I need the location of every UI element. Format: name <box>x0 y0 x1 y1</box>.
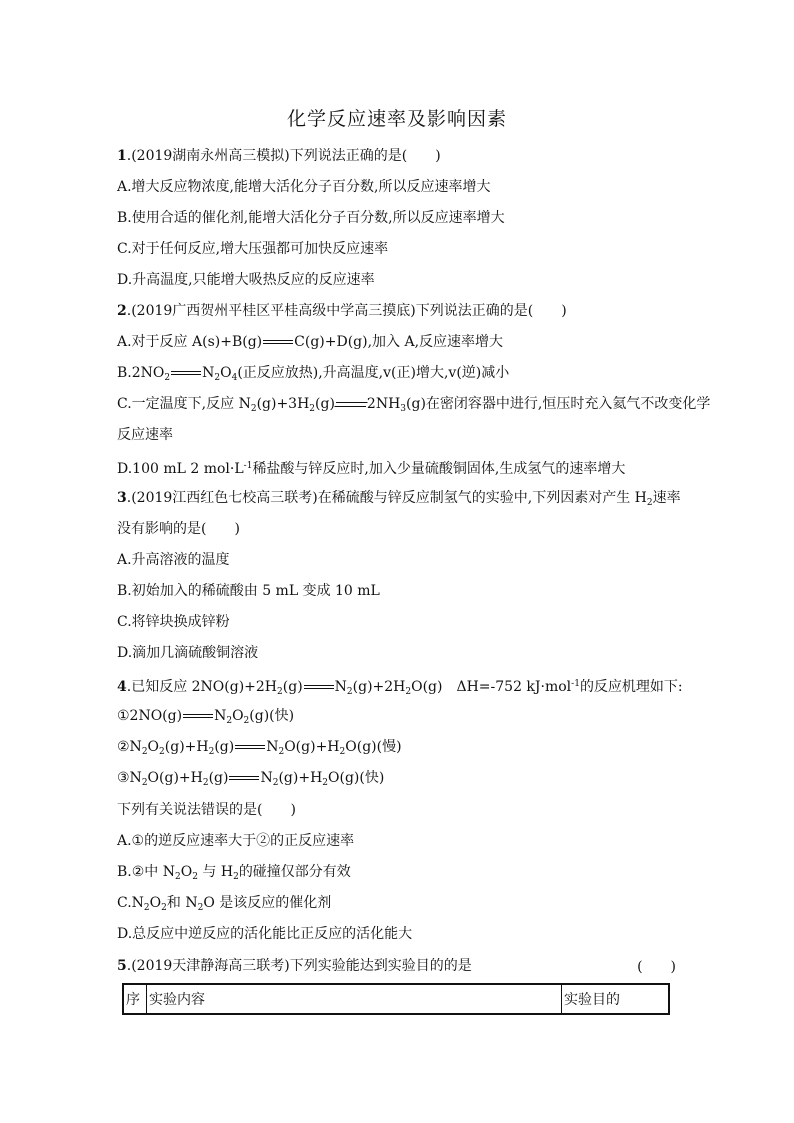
q3-number: 3 <box>117 490 127 506</box>
equals-arrow-icon <box>263 336 293 348</box>
q3-option-b: B.初始加入的稀硫酸由 5 mL 变成 10 mL <box>117 583 380 599</box>
q2-option-b: $B.2NO_2$ $N_2O_4$(正反应放热),升高温度,v(正)增大,v(逆)减小 <box>117 365 510 383</box>
q1-option-c: C.对于任何反应,增大压强都可加快反应速率 <box>117 241 389 257</box>
q4-step-1: ①2NO(g) $N_2O_2(g)$(快) <box>117 708 295 726</box>
table-header-cell: 序 <box>123 984 147 1014</box>
q4-option-d: D.总反应中逆反应的活化能比正反应的活化能大 <box>117 926 413 942</box>
q5-table <box>122 983 670 1015</box>
q4-number: 4 <box>117 679 127 695</box>
q4-ask: 下列有关说法错误的是( ) <box>117 802 296 818</box>
table-header-row <box>123 984 669 1014</box>
q4-option-c: $C.N_2O_2$和 $N_2O$ 是该反应的催化剂 <box>117 895 332 913</box>
q1-option-d: D.升高温度,只能增大吸热反应的反应速率 <box>117 272 375 288</box>
q4-step-3: $③N_2O(g)+H_2(g)$ $N_2(g)+H_2O(g)$(快) <box>117 770 385 788</box>
q4-stem: 4.已知反应 $2NO(g)+2H_2(g)$ $N_2(g)+2H_2O(g)$ ΔH=-752 kJ·mol$^{-1}$的反应机理如下: <box>117 679 683 697</box>
equals-arrow-icon <box>235 741 265 753</box>
equals-arrow-icon <box>229 772 259 784</box>
q4-option-b: B.②中 $N_2O_2$ 与 $H_2$的碰撞仅部分有效 <box>117 864 351 882</box>
q3-stem: 3.(2019江西红色七校高三联考)在稀硫酸与锌反应制氢气的实验中,下列因素对产生 $H_2$速率 <box>117 490 681 508</box>
equals-arrow-icon <box>171 367 201 379</box>
q2-option-c-cont: 反应速率 <box>117 427 173 443</box>
equals-arrow-icon <box>183 710 213 722</box>
q1-stem: 1.(2019湖南永州高三模拟)下列说法正确的是( ) <box>117 148 441 164</box>
table-header-cell: 实验目的 <box>562 984 670 1014</box>
q3-option-c: C.将锌块换成锌粉 <box>117 614 230 630</box>
q4-step-2: $②N_2O_2(g)+H_2(g)$ $N_2O(g)+H_2O(g)$(慢) <box>117 739 402 757</box>
q5-answer-paren: ( ) <box>637 959 676 975</box>
q3-option-a: A.升高溶液的温度 <box>117 552 230 568</box>
page-title: 化学反应速率及影响因素 <box>286 108 507 130</box>
q4-option-a: A.①的逆反应速率大于②的正反应速率 <box>117 833 355 849</box>
q2-stem: 2.(2019广西贺州平桂区平桂高级中学高三摸底)下列说法正确的是( ) <box>117 303 567 319</box>
q5-stem: 5.(2019天津静海高三联考)下列实验能达到实验目的的是 <box>117 958 472 974</box>
equals-arrow-icon <box>304 681 334 693</box>
table-header-cell: 实验内容 <box>147 984 562 1014</box>
q3-stem-cont: 没有影响的是( ) <box>117 521 240 537</box>
q2-option-d: D.100 mL 2 $mol\cdot L^{-1}$稀盐酸与锌反应时,加入少量硫酸铜固体,生成氢气的速率增大 <box>117 461 626 477</box>
q1-number: 1 <box>117 148 127 164</box>
q2-option-a: A.对于反应 A(s)+B(g) C(g)+D(g),加入 A,反应速率增大 <box>117 334 504 350</box>
q5-number: 5 <box>117 958 127 974</box>
reversible-arrow-icon <box>336 398 366 410</box>
q1-option-a: A.增大反应物浓度,能增大活化分子百分数,所以反应速率增大 <box>117 179 491 195</box>
q1-option-b: B.使用合适的催化剂,能增大活化分子百分数,所以反应速率增大 <box>117 210 505 226</box>
q3-option-d: D.滴加几滴硫酸铜溶液 <box>117 645 259 661</box>
q2-option-c: C.一定温度下,反应 $N_2(g)+3H_2(g)$ $2NH_3(g)$在密闭容器中进行,恒压时充入氦气不改变化学 <box>117 396 711 414</box>
q2-number: 2 <box>117 303 127 319</box>
